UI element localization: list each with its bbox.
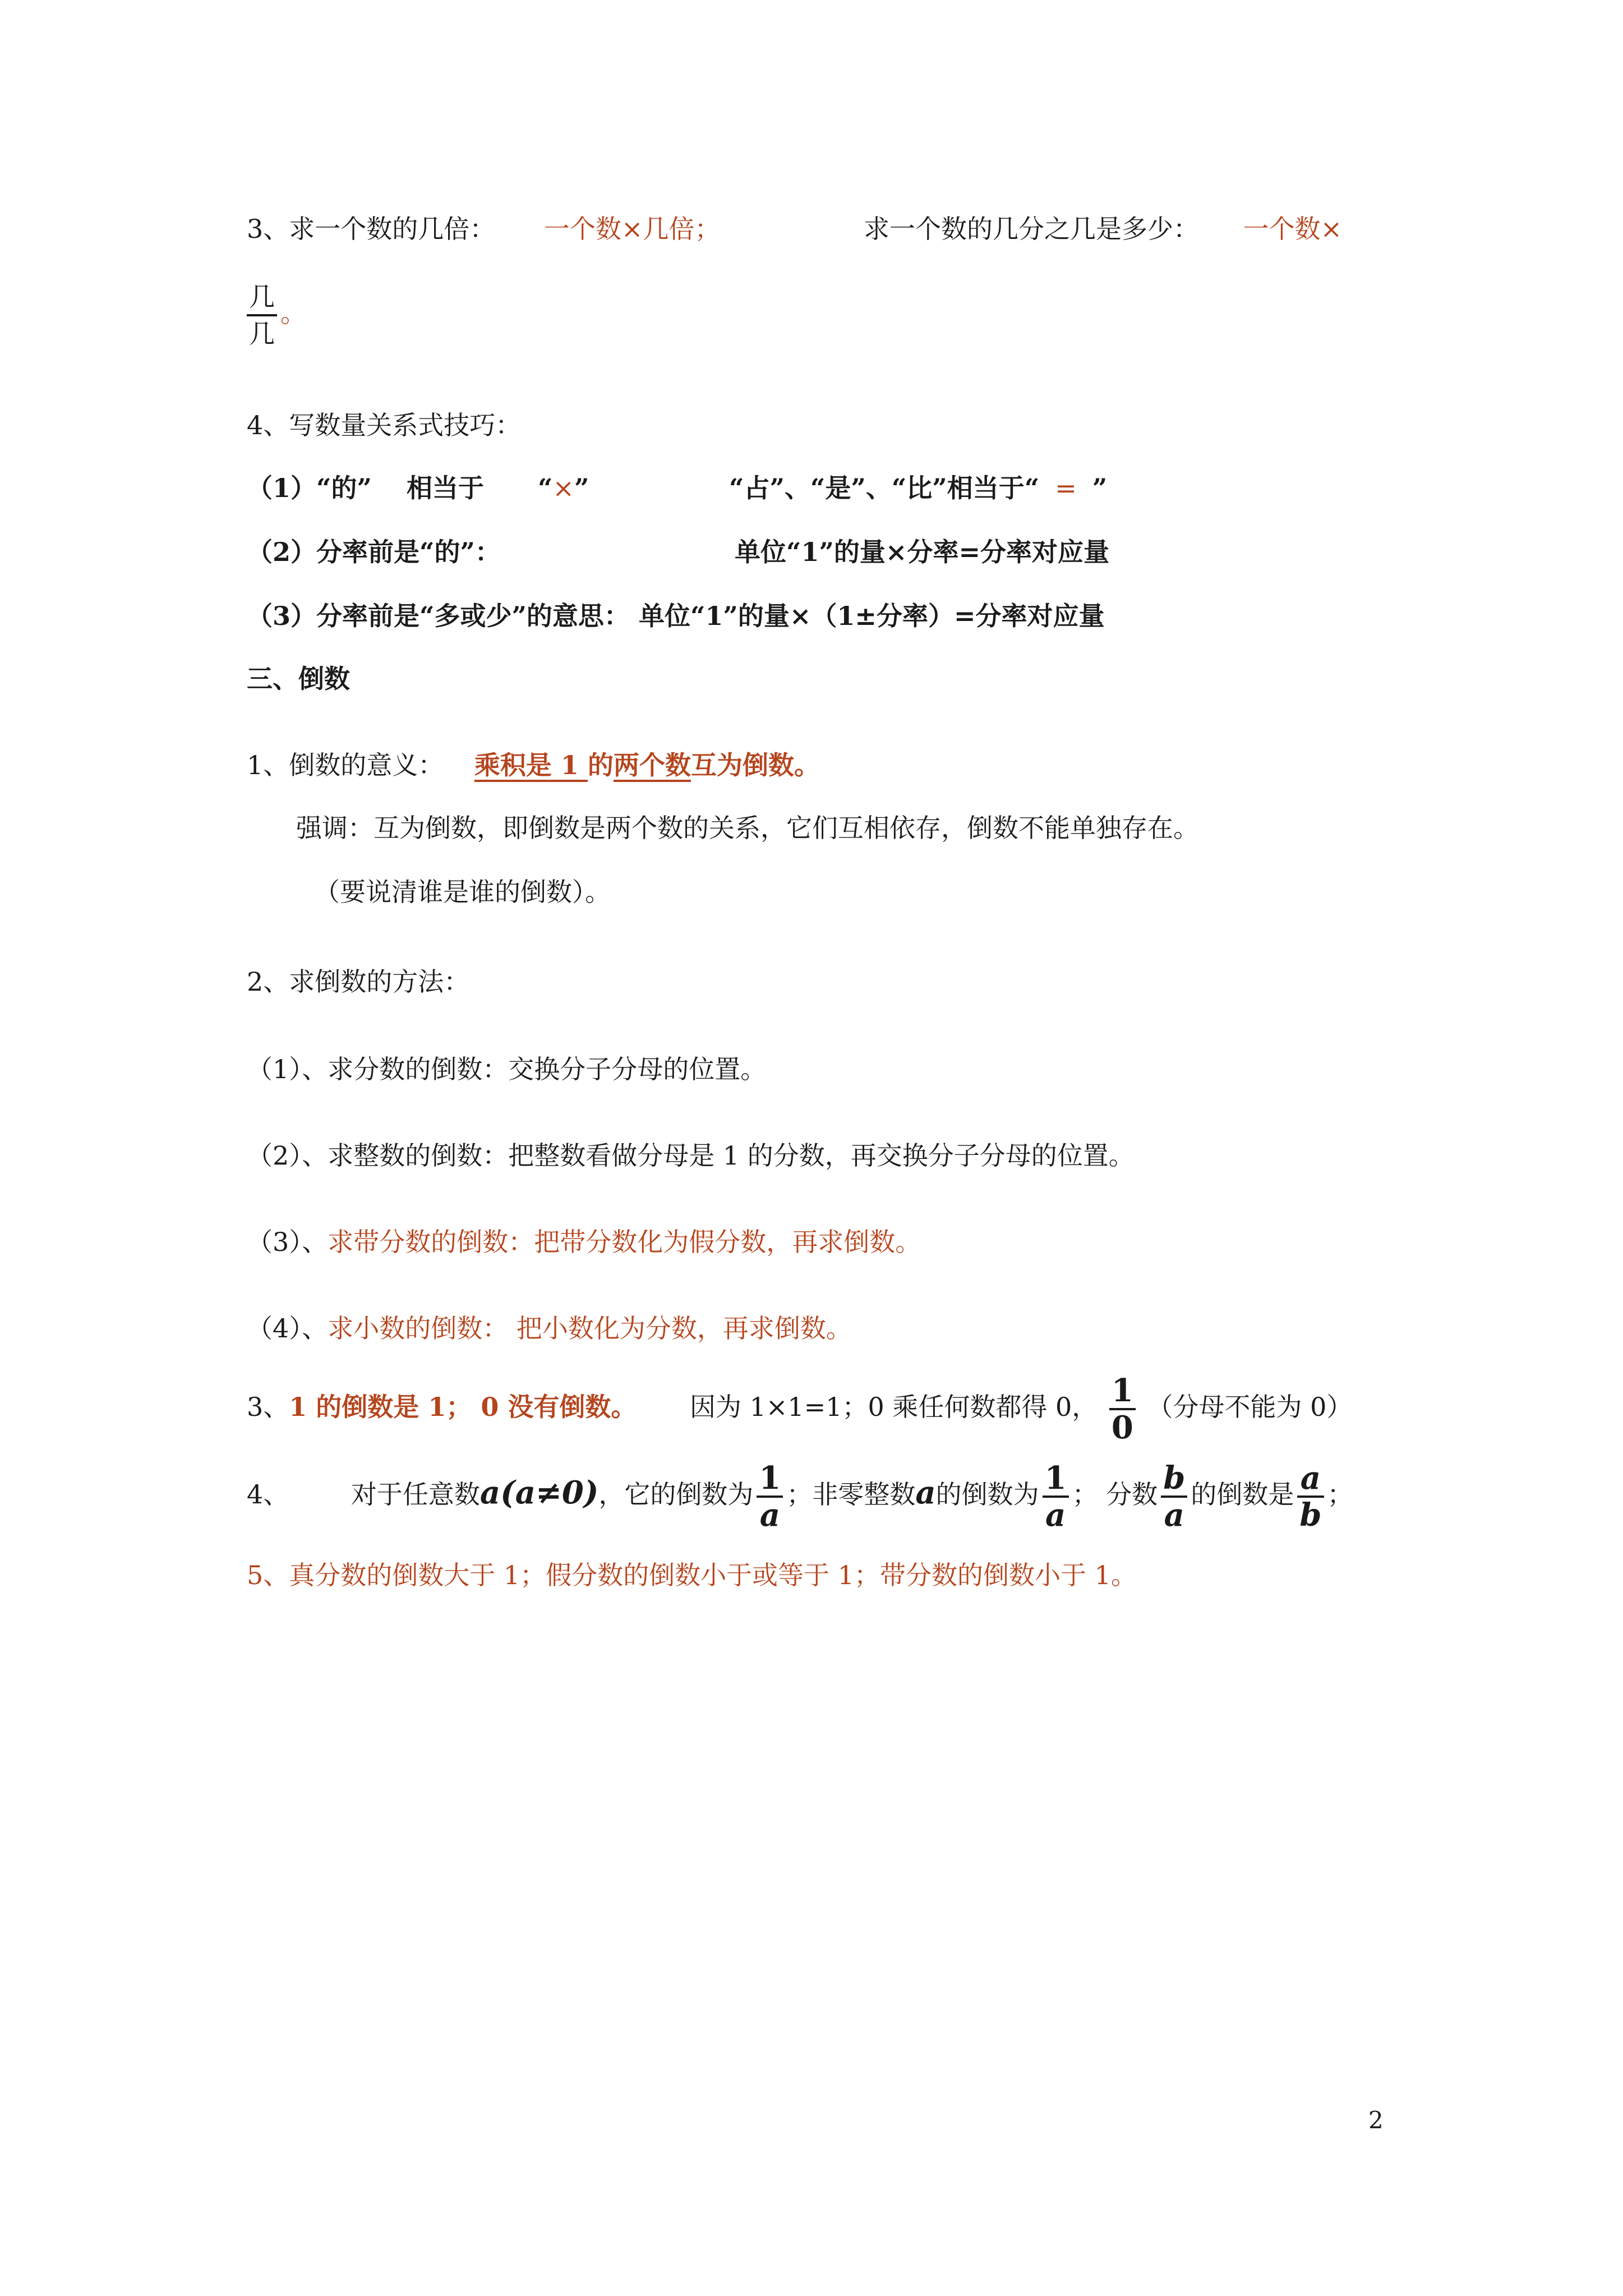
item4-rule3: （3）分率前是“多或少”的意思： 单位“1”的量×（1±分率）=分率对应量	[247, 601, 1105, 631]
point-4-var: a	[915, 1474, 936, 1511]
item4-rule2-b: 单位“1”的量×分率=分率对应量	[735, 537, 1110, 567]
point-3-fraction-denominator: 0	[1109, 1408, 1136, 1445]
item4-rule1-c: “	[537, 473, 553, 503]
point-4-c: ；非零整数	[786, 1479, 916, 1510]
point-4-label: 4、	[247, 1479, 289, 1510]
item3-answer1: 一个数×几倍；	[543, 214, 721, 244]
item3-line	[247, 212, 720, 246]
reciprocal-meaning-label: 1、倒数的意义：	[247, 750, 444, 780]
point-4-fraction-2	[1043, 1461, 1069, 1533]
point-4-d: 的倒数为	[935, 1479, 1039, 1510]
item4-rule1-b: 相当于	[406, 473, 484, 503]
point-4	[247, 1461, 1353, 1533]
meaning-mid: 的	[587, 750, 614, 780]
point-4-fraction-3-numerator: b	[1163, 1460, 1186, 1497]
point-4-fraction-1-denominator: a	[757, 1496, 783, 1533]
point-4-fraction-3-denominator: a	[1161, 1496, 1187, 1533]
item4-rule2	[247, 535, 501, 569]
item4-rule1-times: ×	[552, 473, 574, 503]
point-3-fraction	[1109, 1373, 1136, 1445]
point-4-fraction-4-denominator: b	[1297, 1496, 1324, 1533]
point-4-fraction-3	[1161, 1461, 1187, 1533]
item3-fraction-line	[247, 279, 306, 351]
item3-fraction-numerator: 几	[249, 282, 275, 312]
point-4-fraction-2-numerator: 1	[1044, 1460, 1067, 1497]
item4-label: 4、写数量关系式技巧：	[247, 410, 522, 440]
reciprocal-meaning	[247, 748, 820, 782]
point-4-fraction-4-numerator: a	[1300, 1460, 1321, 1497]
point-4-b: ，它的倒数为	[598, 1479, 754, 1510]
method-3-text: 求带分数的倒数：把带分数化为假分数，再求倒数。	[328, 1227, 921, 1257]
point-4-f: 的倒数是	[1191, 1479, 1294, 1510]
item4-rule2-right	[735, 535, 1109, 569]
emphasis-2: （要说清谁是谁的倒数）。	[314, 877, 611, 907]
point-4-g: ；	[1327, 1479, 1353, 1510]
point-4-fraction-1	[757, 1461, 783, 1533]
method-4	[247, 1312, 852, 1345]
method-2: （2）、求整数的倒数：把整数看做分母是 1 的分数，再交换分子分母的位置。	[247, 1140, 1135, 1171]
item3-end: 。	[280, 298, 306, 328]
point-4-fraction-1-numerator: 1	[759, 1460, 781, 1497]
emphasis: 强调：互为倒数，即倒数是两个数的关系，它们互相依存，倒数不能单独存在。	[296, 813, 1199, 843]
point-4-fraction-2-denominator: a	[1043, 1496, 1069, 1533]
method-label: 2、求倒数的方法：	[247, 967, 470, 997]
point-4-math: a(a≠0)	[479, 1474, 599, 1511]
reciprocal-meaning-text	[474, 750, 820, 780]
meaning-underline-2: 两个数	[613, 750, 691, 780]
point-3-fraction-numerator: 1	[1111, 1372, 1133, 1409]
item3-fraction	[247, 279, 277, 351]
item3-answer2: 一个数×	[1243, 214, 1343, 244]
point-4-fraction-4	[1297, 1461, 1324, 1533]
point-3-label: 3、	[247, 1392, 289, 1422]
method-4-prefix: （4）、	[247, 1313, 328, 1343]
item3-label: 3、求一个数的几倍：	[247, 214, 496, 244]
point-3-red: 1 的倒数是 1； 0 没有倒数。	[289, 1392, 637, 1422]
point-4-e: ； 分数	[1072, 1479, 1158, 1510]
point-3-end: （分母不能为 0）	[1147, 1392, 1353, 1422]
item3-label2: 求一个数的几分之几是多少：	[864, 214, 1199, 244]
section3-heading: 三、倒数	[247, 664, 350, 694]
item3-line-b	[864, 212, 1342, 246]
item4-rule1-right	[729, 471, 1107, 505]
item4-rule1-a: （1）“的”	[247, 473, 372, 503]
point-5: 5、真分数的倒数大于 1；假分数的倒数小于或等于 1；带分数的倒数小于 1。	[247, 1560, 1137, 1590]
page-number: 2	[1368, 2106, 1384, 2134]
point-3	[247, 1373, 1352, 1445]
point-4-a: 对于任意数	[351, 1479, 480, 1510]
item4-rule1-h: ”	[1092, 473, 1108, 503]
point-3-black: 因为 1×1=1；0 乘任何数都得 0，	[690, 1392, 1098, 1422]
method-4-text: 求小数的倒数： 把小数化为分数，再求倒数。	[328, 1313, 852, 1343]
item4-rule1-f: “占”、“是”、“比”相当于“	[729, 473, 1040, 503]
item4-rule1	[247, 471, 589, 505]
method-3	[247, 1225, 921, 1259]
item4-rule2-a: （2）分率前是“的”：	[247, 537, 501, 567]
item4-rule1-equals: =	[1055, 473, 1077, 503]
meaning-end: 互为倒数。	[690, 750, 820, 780]
method-3-prefix: （3）、	[247, 1227, 328, 1257]
meaning-underline-1: 乘积是 1	[474, 750, 588, 780]
item3-fraction-denominator: 几	[247, 314, 277, 351]
item4-rule1-e: ”	[574, 473, 589, 503]
method-1: （1）、求分数的倒数：交换分子分母的位置。	[247, 1054, 767, 1084]
